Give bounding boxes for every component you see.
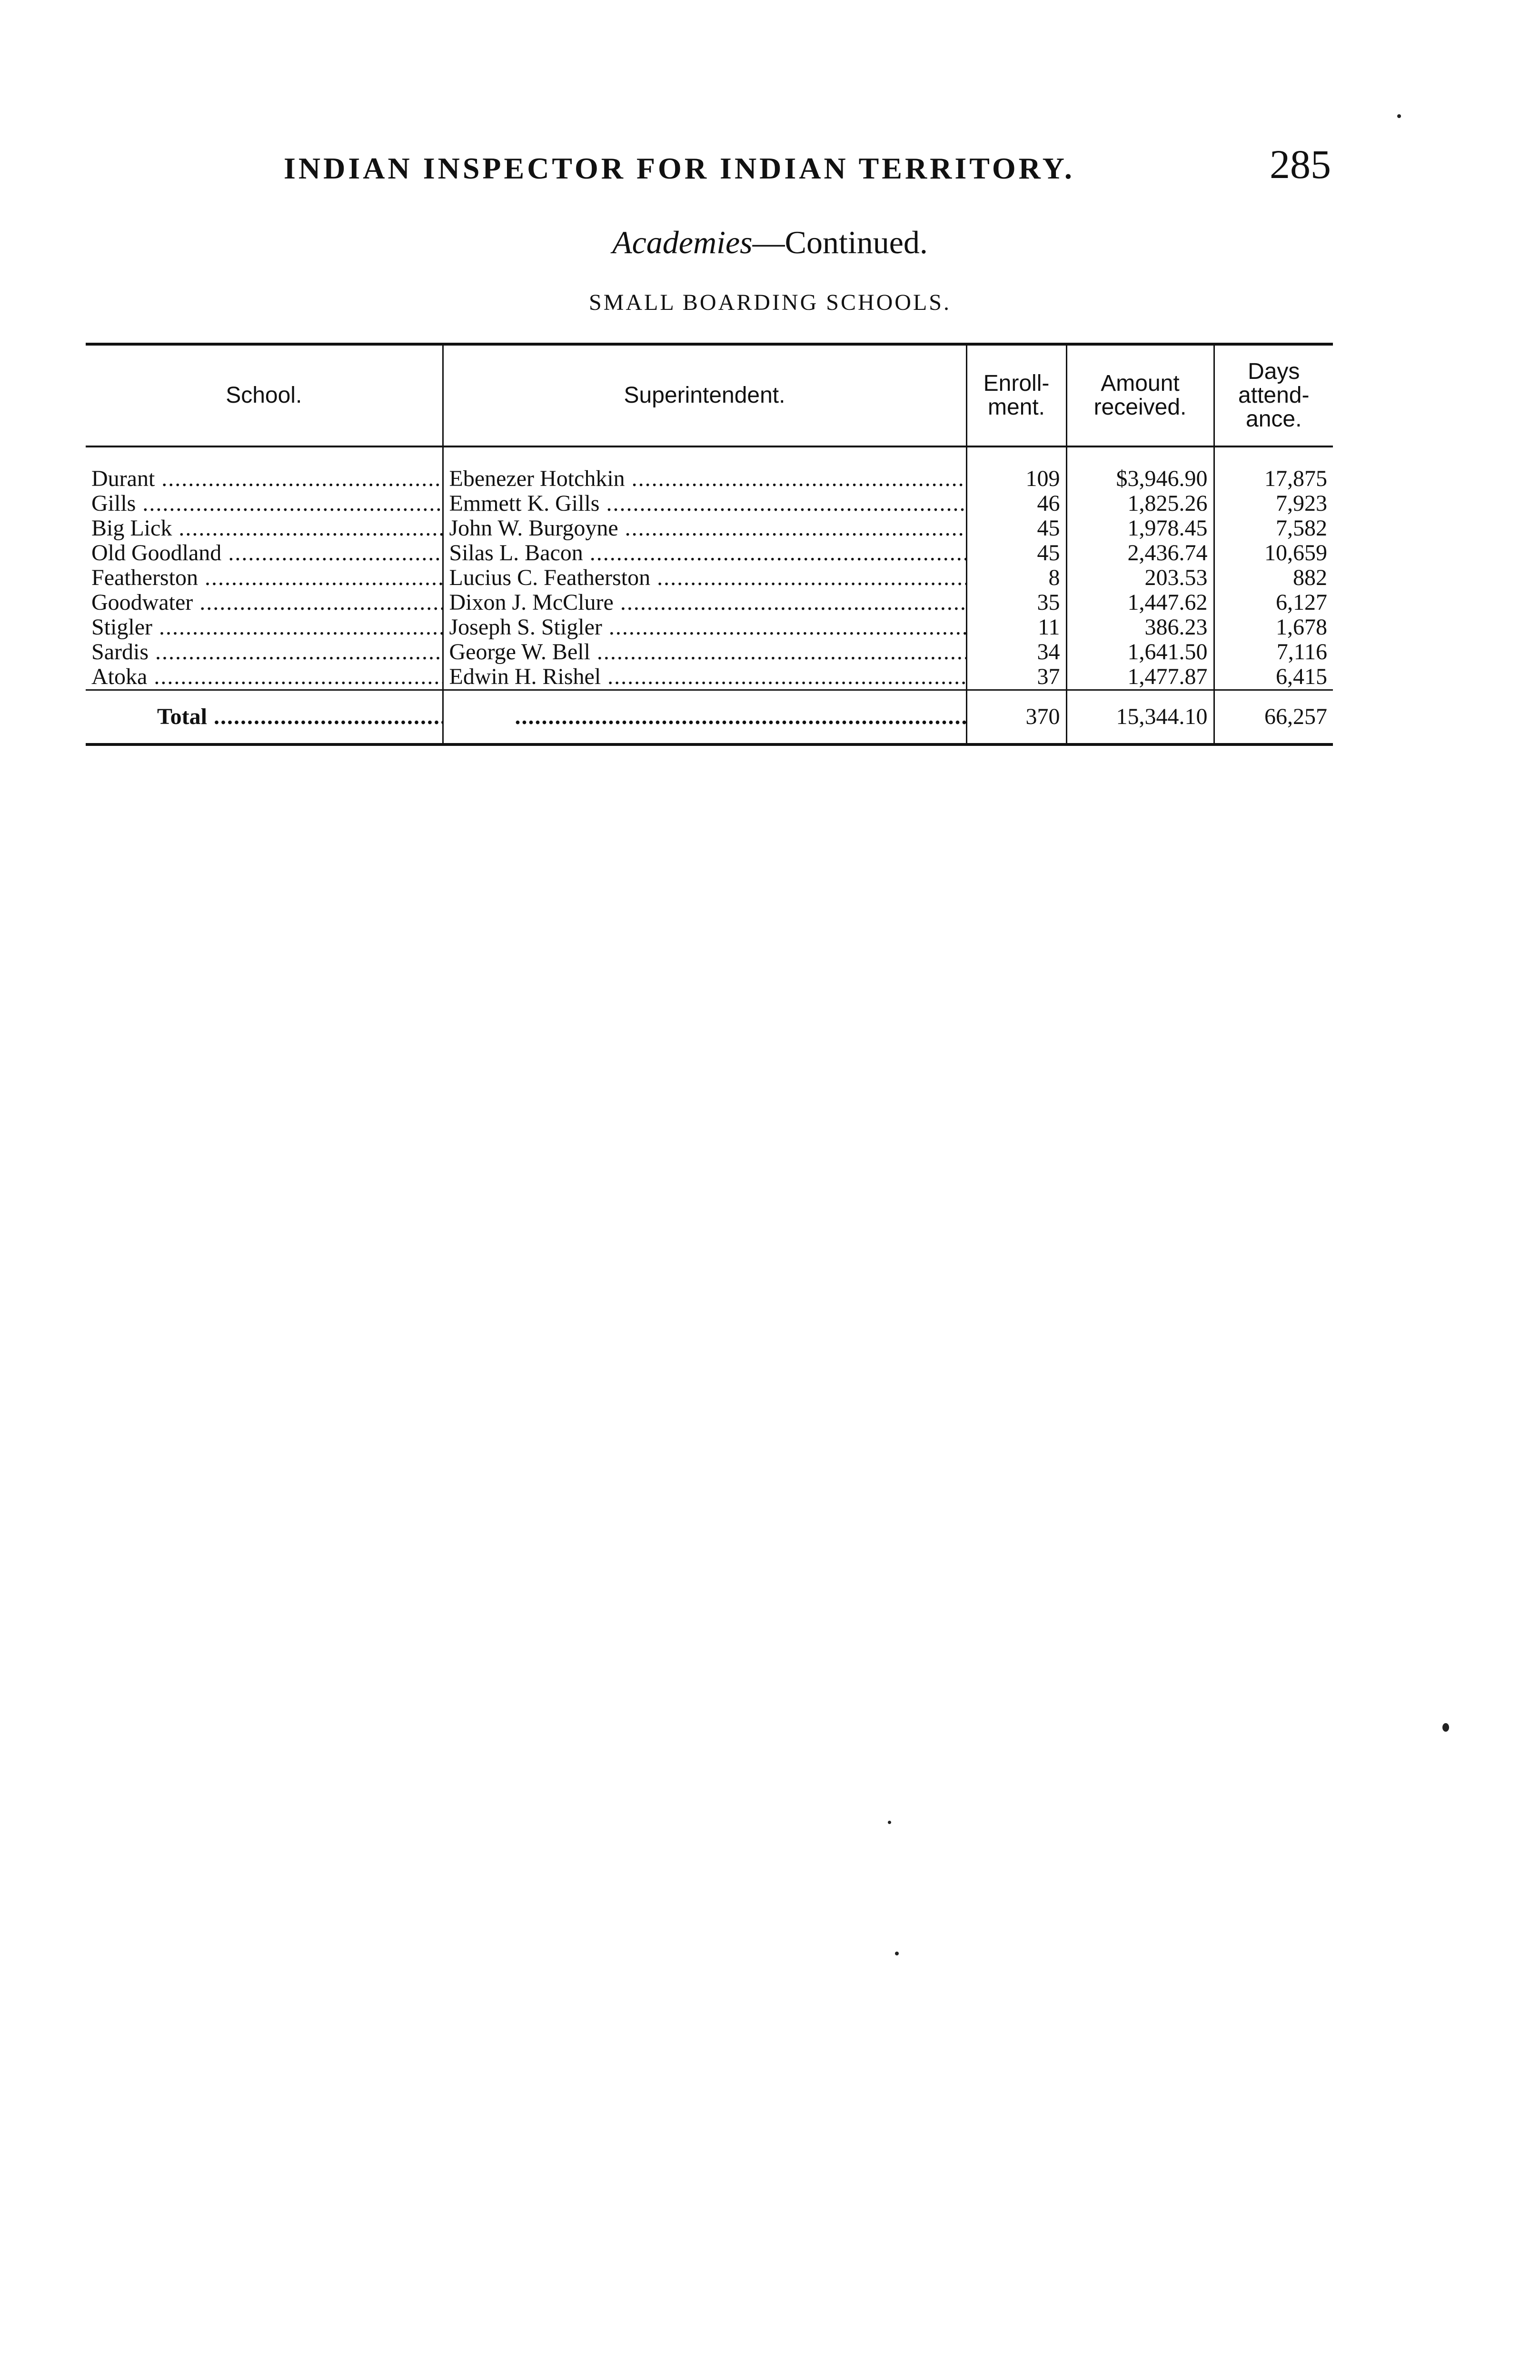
enrollment-cell: 34: [966, 640, 1066, 664]
scan-speck: [895, 1952, 899, 1955]
table-header-row: [86, 344, 1333, 446]
column-header-superintendent: Superintendent.: [443, 344, 966, 446]
school-name: Stigler .....: [91, 615, 443, 640]
amount-cell: 1,641.50: [1066, 640, 1214, 664]
table-row: [86, 491, 1333, 516]
enrollment-cell: 45: [966, 541, 1066, 565]
scan-speck: [1397, 114, 1401, 118]
school-name: Durant .....: [91, 466, 443, 491]
superintendent-name: Dixon J. McClure .....: [449, 590, 967, 615]
total-enrollment: 370: [966, 690, 1066, 745]
column-header-days: Days attend-ance.: [1214, 344, 1333, 446]
table-subtitle: SMALL BOARDING SCHOOLS.: [589, 290, 951, 315]
school-name: Featherston .....: [91, 565, 443, 590]
enrollment-cell: 35: [966, 590, 1066, 615]
table-row: [86, 446, 1333, 491]
superintendent-name: George W. Bell .....: [449, 640, 967, 664]
school-name: Sardis .....: [91, 640, 443, 664]
schools-table: [86, 343, 1333, 746]
total-row: [86, 690, 1333, 745]
enrollment-cell: 109: [966, 446, 1066, 491]
superintendent-name: Joseph S. Stigler .....: [449, 615, 967, 640]
total-amount: 15,344.10: [1066, 690, 1214, 745]
amount-cell: 1,477.87: [1066, 664, 1214, 690]
section-title-rest: —Continued.: [752, 224, 928, 260]
school-name: Atoka .....: [91, 664, 443, 689]
days-cell: 7,116: [1214, 640, 1333, 664]
running-title: INDIAN INSPECTOR FOR INDIAN TERRITORY.: [284, 151, 1075, 185]
superintendent-name: Edwin H. Rishel .....: [449, 664, 967, 689]
table-row: [86, 640, 1333, 664]
superintendent-name: Lucius C. Featherston .....: [449, 565, 967, 590]
amount-cell: 1,978.45: [1066, 516, 1214, 541]
school-name: Goodwater .....: [91, 590, 443, 615]
amount-cell: $3,946.90: [1066, 446, 1214, 491]
days-cell: 7,923: [1214, 491, 1333, 516]
days-cell: 10,659: [1214, 541, 1333, 565]
running-head: [284, 140, 1336, 198]
days-cell: 7,582: [1214, 516, 1333, 541]
total-superintendent-blank: [515, 704, 967, 729]
section-title-italic: Academies: [612, 224, 753, 260]
enrollment-cell: 46: [966, 491, 1066, 516]
days-cell: 882: [1214, 565, 1333, 590]
days-cell: 17,875: [1214, 446, 1333, 491]
scan-speck: [1442, 1723, 1449, 1732]
amount-cell: 2,436.74: [1066, 541, 1214, 565]
table-body: [86, 446, 1333, 744]
scan-speck: [888, 1821, 891, 1824]
superintendent-name: Silas L. Bacon .....: [449, 541, 967, 565]
amount-cell: 1,825.26: [1066, 491, 1214, 516]
table-row: [86, 615, 1333, 640]
table-row: [86, 516, 1333, 541]
superintendent-name: Emmett K. Gills .....: [449, 491, 967, 516]
enrollment-cell: 37: [966, 664, 1066, 690]
page-number: 285: [1270, 141, 1331, 187]
section-title: [0, 224, 1540, 261]
total-days: 66,257: [1214, 690, 1333, 745]
column-header-school: School.: [226, 383, 302, 408]
table-row: [86, 664, 1333, 690]
enrollment-cell: 45: [966, 516, 1066, 541]
days-cell: 6,127: [1214, 590, 1333, 615]
amount-cell: 203.53: [1066, 565, 1214, 590]
total-label: Total .....: [157, 704, 443, 729]
days-cell: 1,678: [1214, 615, 1333, 640]
school-name: Gills .....: [91, 491, 443, 516]
school-name: Old Goodland .....: [91, 541, 443, 565]
days-cell: 6,415: [1214, 664, 1333, 690]
school-name: Big Lick .....: [91, 516, 443, 541]
column-header-amount: Amount received.: [1066, 344, 1214, 446]
table-row: [86, 565, 1333, 590]
superintendent-name: Ebenezer Hotchkin .....: [449, 466, 967, 491]
table-row: [86, 590, 1333, 615]
superintendent-name: John W. Burgoyne .....: [449, 516, 967, 541]
amount-cell: 1,447.62: [1066, 590, 1214, 615]
enrollment-cell: 8: [966, 565, 1066, 590]
column-header-enrollment: Enroll-ment.: [966, 344, 1066, 446]
amount-cell: 386.23: [1066, 615, 1214, 640]
table-row: [86, 541, 1333, 565]
enrollment-cell: 11: [966, 615, 1066, 640]
schools-table-wrapper: [86, 343, 1333, 746]
